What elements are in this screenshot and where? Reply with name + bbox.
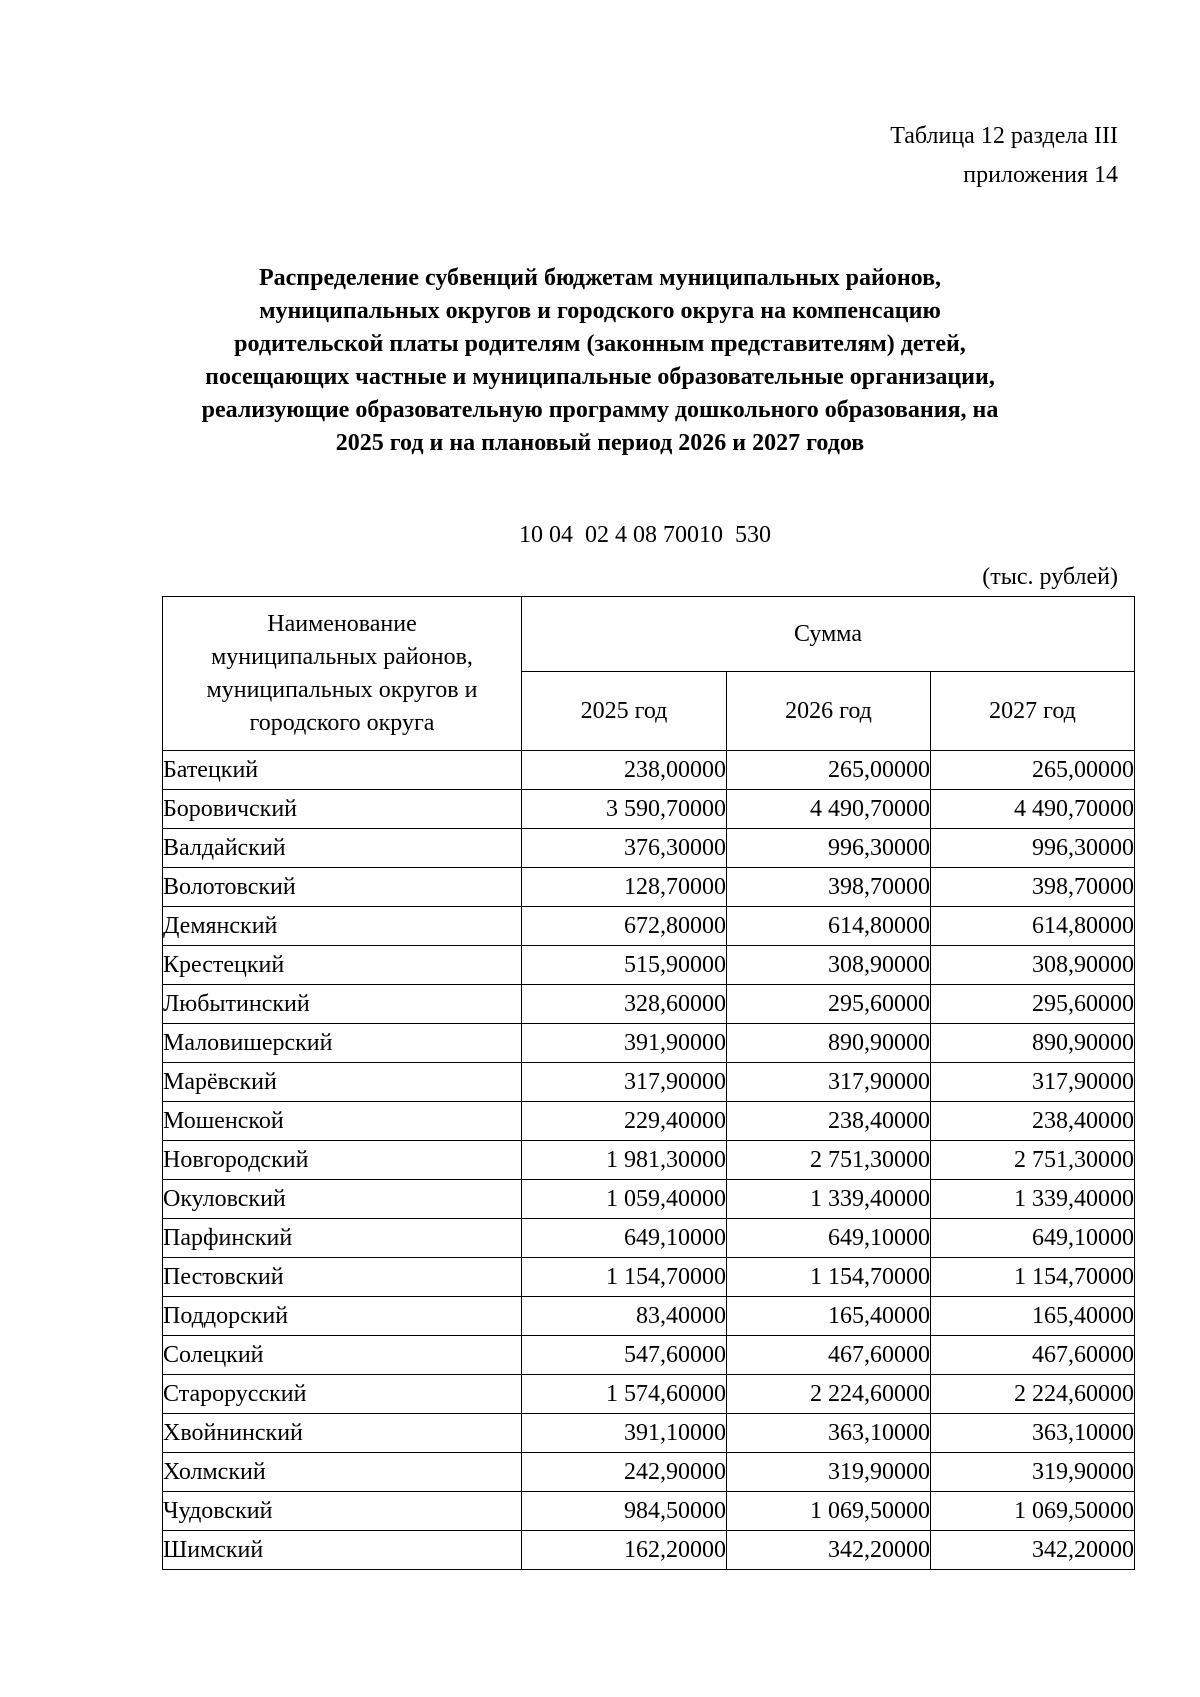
name-header-line: городского округа xyxy=(249,709,435,736)
value-2027-cell: 890,90000 xyxy=(931,1024,1135,1063)
value-2027-cell: 2 751,30000 xyxy=(931,1141,1135,1180)
title-line: 2025 год и на плановый период 2026 и 2027 годов xyxy=(335,430,865,456)
district-name-cell: Старорусский xyxy=(163,1375,522,1414)
value-2025-cell: 515,90000 xyxy=(522,946,727,985)
value-2025-cell: 128,70000 xyxy=(522,868,727,907)
value-2026-cell: 295,60000 xyxy=(727,985,931,1024)
value-2027-cell: 363,10000 xyxy=(931,1414,1135,1453)
value-2027-cell: 4 490,70000 xyxy=(931,790,1135,829)
value-2025-cell: 162,20000 xyxy=(522,1531,727,1570)
value-2027-cell: 1 154,70000 xyxy=(931,1258,1135,1297)
district-name-cell: Парфинский xyxy=(163,1219,522,1258)
name-header-line: муниципальных районов, xyxy=(211,643,473,670)
table-row xyxy=(163,1141,1135,1180)
title-line: посещающих частные и муниципальные образовательные организации, xyxy=(205,364,995,390)
value-2027-cell: 165,40000 xyxy=(931,1297,1135,1336)
table-row xyxy=(163,829,1135,868)
district-name-cell: Маловишерский xyxy=(163,1024,522,1063)
year-2026-header: 2026 год xyxy=(727,672,931,751)
district-name-cell: Новгородский xyxy=(163,1141,522,1180)
value-2026-cell: 1 069,50000 xyxy=(727,1492,931,1531)
value-2026-cell: 467,60000 xyxy=(727,1336,931,1375)
sum-column-header: Сумма xyxy=(522,597,1135,672)
value-2025-cell: 328,60000 xyxy=(522,985,727,1024)
value-2026-cell: 1 339,40000 xyxy=(727,1180,931,1219)
district-name-cell: Боровичский xyxy=(163,790,522,829)
value-2027-cell: 342,20000 xyxy=(931,1531,1135,1570)
table-row xyxy=(163,1531,1135,1570)
name-column-header xyxy=(163,597,522,751)
value-2025-cell: 1 574,60000 xyxy=(522,1375,727,1414)
title-line: реализующие образовательную программу дошкольного образования, на xyxy=(201,397,999,423)
district-name-cell: Чудовский xyxy=(163,1492,522,1531)
district-name-cell: Шимский xyxy=(163,1531,522,1570)
district-name-cell: Батецкий xyxy=(163,751,522,790)
district-name-cell: Холмский xyxy=(163,1453,522,1492)
value-2026-cell: 996,30000 xyxy=(727,829,931,868)
value-2027-cell: 614,80000 xyxy=(931,907,1135,946)
value-2026-cell: 317,90000 xyxy=(727,1063,931,1102)
value-2025-cell: 242,90000 xyxy=(522,1453,727,1492)
name-header-line: муниципальных округов и xyxy=(206,676,478,703)
table-row xyxy=(163,751,1135,790)
district-name-cell: Любытинский xyxy=(163,985,522,1024)
value-2025-cell: 317,90000 xyxy=(522,1063,727,1102)
year-2027-header: 2027 год xyxy=(931,672,1135,751)
table-row xyxy=(163,1492,1135,1531)
document-title xyxy=(110,262,1090,460)
table-row xyxy=(163,907,1135,946)
table-reference-line-2: приложения 14 xyxy=(963,162,1118,188)
year-2025-header: 2025 год xyxy=(522,672,727,751)
table-row xyxy=(163,1297,1135,1336)
units-label: (тыс. рублей) xyxy=(982,564,1118,590)
value-2026-cell: 363,10000 xyxy=(727,1414,931,1453)
table-row xyxy=(163,946,1135,985)
value-2026-cell: 1 154,70000 xyxy=(727,1258,931,1297)
value-2027-cell: 238,40000 xyxy=(931,1102,1135,1141)
value-2026-cell: 165,40000 xyxy=(727,1297,931,1336)
district-name-cell: Мошенской xyxy=(163,1102,522,1141)
value-2026-cell: 398,70000 xyxy=(727,868,931,907)
table-row xyxy=(163,1375,1135,1414)
district-name-cell: Солецкий xyxy=(163,1336,522,1375)
title-line: Распределение субвенций бюджетам муниципальных районов, xyxy=(258,265,942,291)
value-2025-cell: 83,40000 xyxy=(522,1297,727,1336)
district-name-cell: Марёвский xyxy=(163,1063,522,1102)
name-header-line: Наименование xyxy=(267,610,417,637)
value-2026-cell: 614,80000 xyxy=(727,907,931,946)
value-2026-cell: 649,10000 xyxy=(727,1219,931,1258)
table-row xyxy=(163,1336,1135,1375)
value-2027-cell: 2 224,60000 xyxy=(931,1375,1135,1414)
table-row xyxy=(163,790,1135,829)
value-2027-cell: 295,60000 xyxy=(931,985,1135,1024)
table-row xyxy=(163,1024,1135,1063)
table-row xyxy=(163,1258,1135,1297)
district-name-cell: Валдайский xyxy=(163,829,522,868)
value-2026-cell: 319,90000 xyxy=(727,1453,931,1492)
value-2027-cell: 467,60000 xyxy=(931,1336,1135,1375)
table-row xyxy=(163,868,1135,907)
value-2025-cell: 229,40000 xyxy=(522,1102,727,1141)
table-header-row xyxy=(163,597,1135,672)
district-name-cell: Крестецкий xyxy=(163,946,522,985)
value-2027-cell: 265,00000 xyxy=(931,751,1135,790)
title-line: родительской платы родителям (законным представителям) детей, xyxy=(234,331,966,357)
value-2026-cell: 308,90000 xyxy=(727,946,931,985)
title-line: муниципальных округов и городского округа на компенсацию xyxy=(259,298,941,324)
table-row xyxy=(163,1102,1135,1141)
table-row xyxy=(163,1219,1135,1258)
table-row xyxy=(163,1180,1135,1219)
budget-classification-code: 10 04 02 4 08 70010 530 xyxy=(519,522,771,548)
table-row xyxy=(163,1414,1135,1453)
value-2027-cell: 398,70000 xyxy=(931,868,1135,907)
value-2025-cell: 3 590,70000 xyxy=(522,790,727,829)
value-2026-cell: 2 224,60000 xyxy=(727,1375,931,1414)
value-2027-cell: 1 339,40000 xyxy=(931,1180,1135,1219)
district-name-cell: Хвойнинский xyxy=(163,1414,522,1453)
value-2027-cell: 319,90000 xyxy=(931,1453,1135,1492)
district-name-cell: Пестовский xyxy=(163,1258,522,1297)
value-2027-cell: 649,10000 xyxy=(931,1219,1135,1258)
value-2025-cell: 984,50000 xyxy=(522,1492,727,1531)
table-row xyxy=(163,985,1135,1024)
value-2025-cell: 238,00000 xyxy=(522,751,727,790)
value-2027-cell: 308,90000 xyxy=(931,946,1135,985)
value-2025-cell: 672,80000 xyxy=(522,907,727,946)
value-2025-cell: 1 981,30000 xyxy=(522,1141,727,1180)
district-name-cell: Поддорский xyxy=(163,1297,522,1336)
table-reference-line-1: Таблица 12 раздела III xyxy=(890,123,1118,149)
value-2025-cell: 1 154,70000 xyxy=(522,1258,727,1297)
value-2025-cell: 391,90000 xyxy=(522,1024,727,1063)
value-2025-cell: 391,10000 xyxy=(522,1414,727,1453)
value-2027-cell: 1 069,50000 xyxy=(931,1492,1135,1531)
district-name-cell: Демянский xyxy=(163,907,522,946)
value-2025-cell: 547,60000 xyxy=(522,1336,727,1375)
district-name-cell: Окуловский xyxy=(163,1180,522,1219)
subvention-table xyxy=(162,596,1135,1570)
value-2026-cell: 265,00000 xyxy=(727,751,931,790)
value-2027-cell: 996,30000 xyxy=(931,829,1135,868)
value-2026-cell: 890,90000 xyxy=(727,1024,931,1063)
table-reference xyxy=(890,117,1118,195)
value-2026-cell: 238,40000 xyxy=(727,1102,931,1141)
value-2026-cell: 2 751,30000 xyxy=(727,1141,931,1180)
value-2027-cell: 317,90000 xyxy=(931,1063,1135,1102)
table-row xyxy=(163,1063,1135,1102)
district-name-cell: Волотовский xyxy=(163,868,522,907)
value-2025-cell: 376,30000 xyxy=(522,829,727,868)
table-row xyxy=(163,1453,1135,1492)
value-2026-cell: 4 490,70000 xyxy=(727,790,931,829)
value-2025-cell: 1 059,40000 xyxy=(522,1180,727,1219)
value-2026-cell: 342,20000 xyxy=(727,1531,931,1570)
value-2025-cell: 649,10000 xyxy=(522,1219,727,1258)
